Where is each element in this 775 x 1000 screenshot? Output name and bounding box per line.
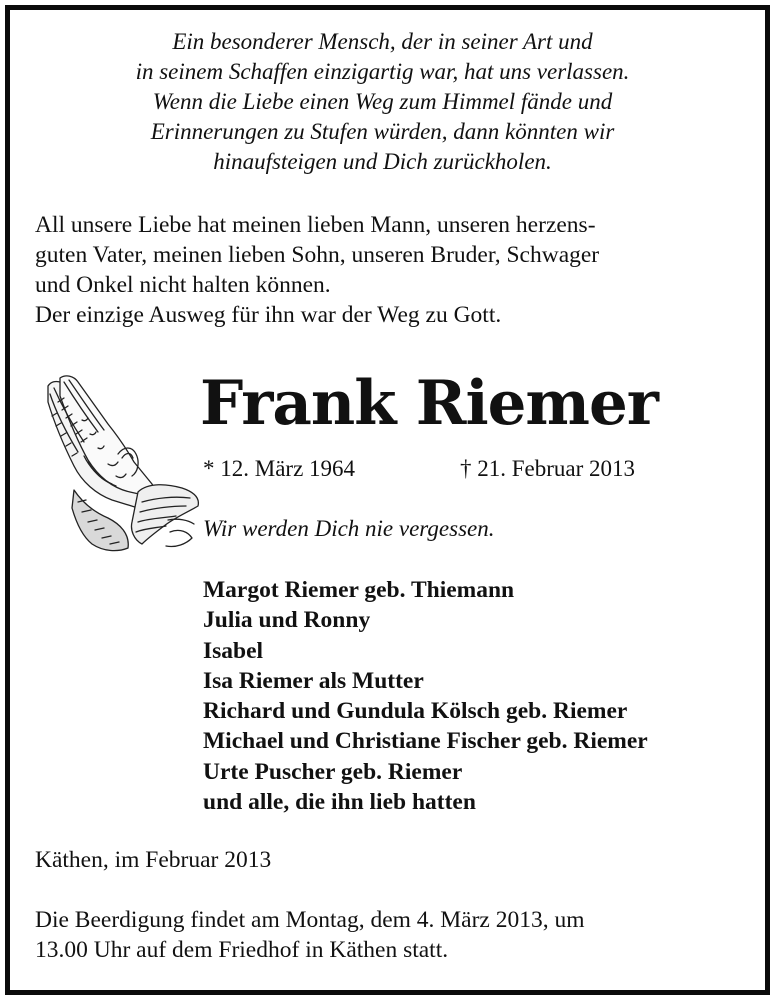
mourner-entry: Julia und Ronny (203, 607, 371, 634)
praying-hands-icon (38, 372, 203, 557)
mourner-entry: Margot Riemer geb. Thiemann (203, 577, 515, 603)
intro-line: Der einzige Ausweg für ihn war der Weg zu Gott. (35, 302, 502, 328)
poem-line: Erinnerungen zu Stufen würden, dann könnten wir (150, 119, 615, 144)
intro-paragraph (35, 210, 599, 330)
mourner-entry: Richard und Gundula Kölsch geb. Riemer (203, 698, 628, 725)
poem-line: in seinem Schaffen einzigartig war, hat uns verlassen. (135, 59, 630, 84)
poem-line: hinaufsteigen und Dich zurückholen. (213, 149, 552, 174)
death-date: † 21. Februar 2013 (460, 456, 636, 481)
mourner-entry: Urte Puscher geb. Riemer (203, 758, 463, 785)
remembrance-motto: Wir werden Dich nie vergessen. (203, 516, 495, 541)
poem-line: Ein besonderer Mensch, der in seiner Art und (172, 29, 593, 54)
deceased-name: Frank Riemer (200, 368, 658, 439)
funeral-line: Die Beerdigung findet am Montag, dem 4. März 2013, um (35, 907, 585, 933)
place-and-date: Käthen, im Februar 2013 (35, 847, 272, 873)
mourner-entry: Michael und Christiane Fischer geb. Riemer (203, 728, 648, 755)
mourner-entry: Isa Riemer als Mutter (203, 667, 424, 694)
poem-line: Wenn die Liebe einen Weg zum Himmel fände und (152, 89, 613, 114)
mourner-entry: Isabel (203, 637, 264, 664)
intro-line: guten Vater, meinen lieben Sohn, unseren Bruder, Schwager (35, 242, 600, 268)
funeral-line: 13.00 Uhr auf dem Friedhof in Käthen statt. (35, 937, 449, 963)
mourner-entry: und alle, die ihn lieb hatten (203, 789, 476, 816)
poem-block (5, 27, 760, 177)
funeral-notice (35, 905, 585, 965)
intro-line: All unsere Liebe hat meinen lieben Mann, unseren herzens- (35, 212, 596, 238)
intro-line: und Onkel nicht halten können. (35, 272, 331, 298)
mourners-list (203, 575, 648, 817)
birth-date: * 12. März 1964 (203, 456, 356, 481)
